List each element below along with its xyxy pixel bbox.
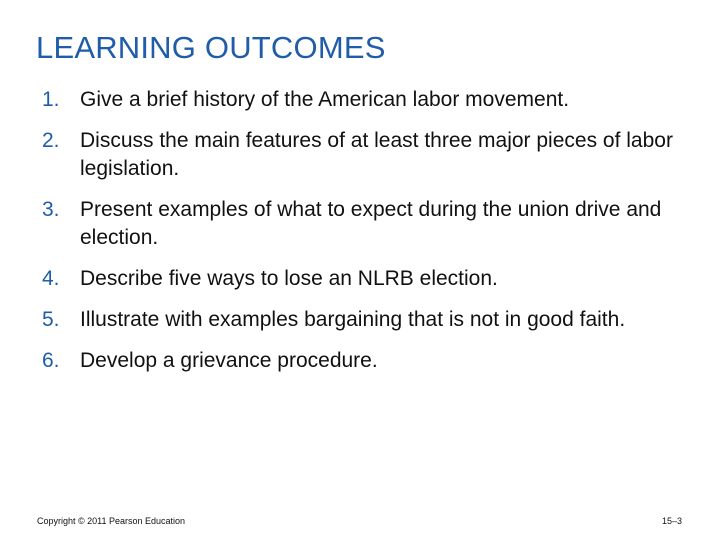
outcome-number: 3.	[42, 198, 60, 221]
page-number: 15–3	[661, 516, 682, 526]
outcome-number: 1.	[42, 88, 60, 111]
outcome-item	[42, 265, 682, 293]
outcome-item	[42, 127, 682, 183]
outcome-number: 2.	[42, 129, 60, 152]
outcome-item	[42, 306, 682, 334]
outcome-text: Present examples of what to expect during the union drive and election.	[80, 198, 662, 249]
outcome-item	[42, 86, 682, 114]
outcome-text: Give a brief history of the American labor movement.	[80, 88, 570, 111]
outcome-text: Illustrate with examples bargaining that is not in good faith.	[80, 308, 626, 331]
outcome-number: 6.	[42, 349, 60, 372]
outcome-text: Discuss the main features of at least three major pieces of labor legislation.	[80, 129, 673, 180]
learning-outcomes-list	[42, 86, 682, 388]
outcome-number: 5.	[42, 308, 60, 331]
outcome-item	[42, 196, 682, 252]
outcome-item	[42, 347, 682, 375]
outcome-text: Develop a grievance procedure.	[80, 349, 378, 372]
outcome-text: Describe five ways to lose an NLRB election.	[80, 267, 498, 290]
slide-title: LEARNING OUTCOMES	[36, 30, 386, 65]
copyright-notice: Copyright © 2011 Pearson Education	[37, 516, 186, 526]
outcome-number: 4.	[42, 267, 60, 290]
